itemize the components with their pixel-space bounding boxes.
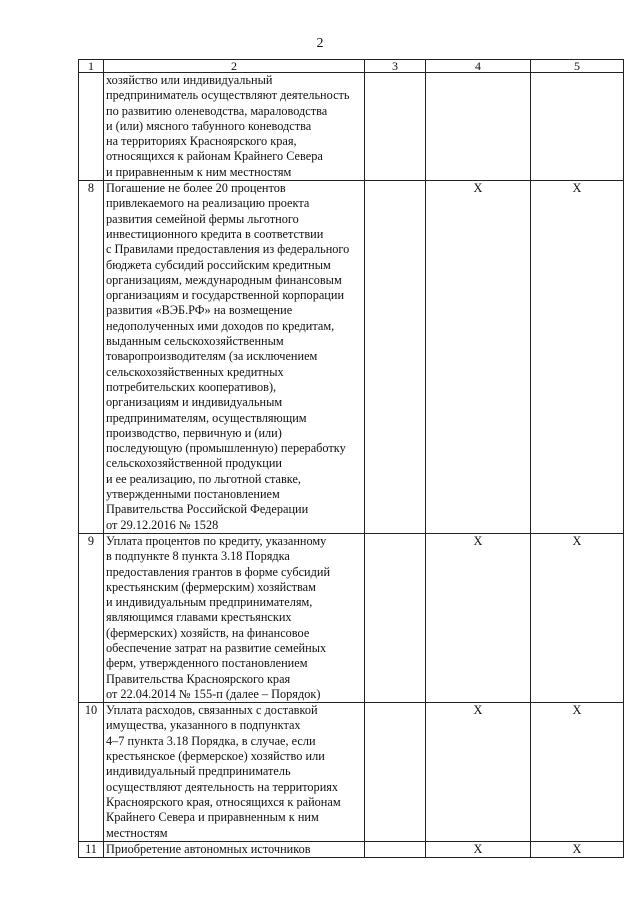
description-line: от 22.04.2014 № 155-п (далее – Порядок) <box>106 686 321 701</box>
table-row <box>79 841 624 857</box>
description-line: бюджета субсидий российским кредитным <box>106 257 331 272</box>
row-c5-cell <box>531 841 624 857</box>
row-number: 9 <box>79 533 104 702</box>
description-line: Крайнего Севера и приравненным к ним <box>106 810 319 825</box>
row-description <box>104 181 365 534</box>
description-line: относящихся к районам Крайнего Севера <box>106 149 323 164</box>
description-line: предоставления грантов в форме субсидий <box>106 564 331 579</box>
header-col-1: 1 <box>79 60 104 73</box>
description-line: сельскохозяйственных кредитных <box>106 364 284 379</box>
description-line: имущества, указанного в подпунктах <box>106 718 301 733</box>
table-row <box>79 181 624 534</box>
row-c4-cell <box>426 181 531 534</box>
description-line: привлекаемого на реализацию проекта <box>106 196 310 211</box>
description-line: крестьянское (фермерское) хозяйство или <box>106 749 325 764</box>
description-line: по развитию оленеводства, мараловодства <box>106 103 328 118</box>
row-c3-cell <box>365 73 426 181</box>
header-col-2: 2 <box>104 60 365 73</box>
description-line: и ее реализацию, по льготной ставке, <box>106 471 301 486</box>
row-description <box>104 73 365 181</box>
description-line: обеспечение затрат на развитие семейных <box>106 640 327 655</box>
description-line: на территориях Красноярского края, <box>106 134 297 149</box>
row-number <box>79 73 104 181</box>
row-c5-cell <box>531 703 624 842</box>
description-line: и индивидуальным предпринимателям, <box>106 595 313 610</box>
description-line: местностям <box>106 825 168 840</box>
description-line: в подпункте 8 пункта 3.18 Порядка <box>106 549 290 564</box>
row-number: 11 <box>79 841 104 857</box>
row-c3-cell <box>365 533 426 702</box>
description-line: развития семейной фермы льготного <box>106 211 299 226</box>
description-line: организациям и индивидуальным <box>106 395 283 410</box>
description-line: предприниматель осуществляют деятельность <box>106 88 350 103</box>
row-c4-mark: Х <box>473 703 483 718</box>
table-header-row <box>79 60 624 73</box>
row-c4-cell <box>426 703 531 842</box>
description-line: (фермерских) хозяйств, на финансовое <box>106 625 310 640</box>
description-line: выданным сельскохозяйственным <box>106 334 284 349</box>
description-line: хозяйство или индивидуальный <box>106 73 273 87</box>
description-line: утвержденными постановлением <box>106 487 280 502</box>
description-line: Уплата расходов, связанных с доставкой <box>106 703 318 718</box>
description-line: Правительства Красноярского края <box>106 671 291 686</box>
description-line: и приравненным к ним местностям <box>106 164 292 179</box>
table-row <box>79 703 624 842</box>
description-line: и (или) мясного табунного коневодства <box>106 118 312 133</box>
row-c4-cell <box>426 841 531 857</box>
row-c3-cell <box>365 181 426 534</box>
description-line: индивидуальный предприниматель <box>106 764 291 779</box>
description-line: недополученных ими доходов по кредитам, <box>106 318 335 333</box>
row-number: 10 <box>79 703 104 842</box>
table-row <box>79 533 624 702</box>
row-c4-mark: Х <box>473 533 483 548</box>
header-col-3: 3 <box>365 60 426 73</box>
row-c4-mark: Х <box>473 841 483 856</box>
description-line: Красноярского края, относящихся к районам <box>106 794 341 809</box>
description-line: производство, первичную и (или) <box>106 425 282 440</box>
description-line: последующую (промышленную) переработку <box>106 441 346 456</box>
description-line: сельскохозяйственной продукции <box>106 456 283 471</box>
description-line: Приобретение автономных источников <box>106 841 311 856</box>
row-c5-mark: Х <box>572 181 582 196</box>
description-line: Правительства Российской Федерации <box>106 502 309 517</box>
row-c5-mark: Х <box>572 841 582 856</box>
description-line: инвестиционного кредита в соответствии <box>106 226 324 241</box>
description-line: являющимся главами крестьянских <box>106 610 292 625</box>
header-col-5: 5 <box>531 60 624 73</box>
row-c5-mark: Х <box>572 703 582 718</box>
row-c5-cell <box>531 181 624 534</box>
header-col-4: 4 <box>426 60 531 73</box>
row-c5-cell <box>531 533 624 702</box>
row-c3-cell <box>365 703 426 842</box>
row-c5-cell <box>531 73 624 181</box>
description-line: ферм, утвержденного постановлением <box>106 656 308 671</box>
row-description <box>104 533 365 702</box>
description-line: с Правилами предоставления из федерального <box>106 242 350 257</box>
description-line: Погашение не более 20 процентов <box>106 181 286 196</box>
row-c5-mark: Х <box>572 533 582 548</box>
row-c4-mark: Х <box>473 181 483 196</box>
page-number: 2 <box>316 36 324 51</box>
description-line: от 29.12.2016 № 1528 <box>106 517 219 532</box>
description-line: Уплата процентов по кредиту, указанному <box>106 533 327 548</box>
description-line: потребительских кооперативов), <box>106 379 277 394</box>
description-line: организациям, международным финансовым <box>106 272 342 287</box>
description-line: товаропроизводителям (за исключением <box>106 349 318 364</box>
document-table <box>78 59 624 858</box>
description-line: организациям и государственной корпорации <box>106 288 345 303</box>
row-c3-cell <box>365 841 426 857</box>
description-line: осуществляют деятельность на территориях <box>106 779 339 794</box>
row-description <box>104 703 365 842</box>
row-number: 8 <box>79 181 104 534</box>
table-row <box>79 73 624 181</box>
description-line: предпринимателям, осуществляющим <box>106 410 307 425</box>
description-line: 4–7 пункта 3.18 Порядка, в случае, если <box>106 733 316 748</box>
row-c4-cell <box>426 73 531 181</box>
row-description <box>104 841 365 857</box>
description-line: развития «ВЭБ.РФ» на возмещение <box>106 303 293 318</box>
description-line: крестьянским (фермерским) хозяйствам <box>106 579 316 594</box>
row-c4-cell <box>426 533 531 702</box>
